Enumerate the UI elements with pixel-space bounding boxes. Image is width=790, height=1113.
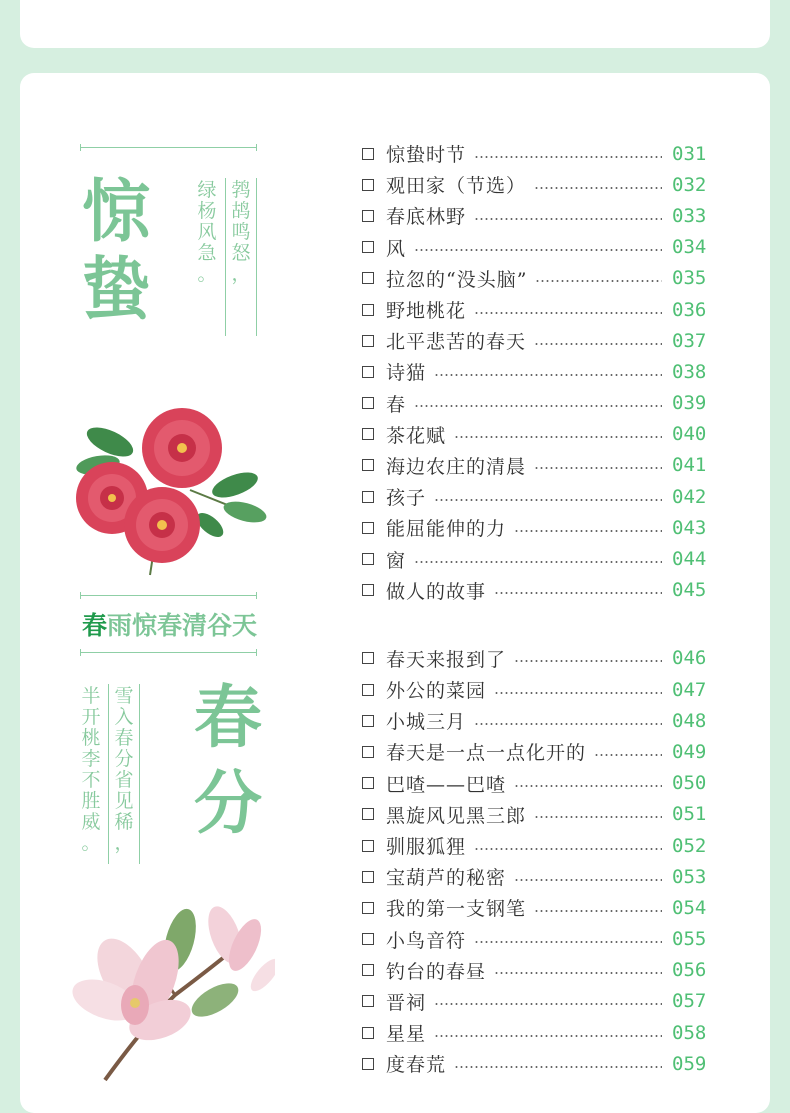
checkbox-icon[interactable]: [362, 210, 374, 222]
toc-item-title: 做人的故事: [386, 580, 487, 603]
toc-item-page: 058: [672, 1021, 707, 1044]
toc-item-title: 拉忽的“没头脑”: [386, 268, 528, 291]
checkbox-icon[interactable]: [362, 840, 374, 852]
toc-item-title: 春天是一点一点化开的: [386, 742, 587, 765]
toc-item-page: 041: [672, 454, 707, 477]
toc-item[interactable]: [362, 325, 712, 356]
toc-item-title: 春天来报到了: [386, 648, 507, 671]
toc-item[interactable]: [362, 356, 712, 387]
toc-item[interactable]: [362, 830, 712, 861]
leader-dots: [514, 879, 662, 881]
checkbox-icon[interactable]: [362, 964, 374, 976]
toc-item-page: 034: [672, 236, 707, 259]
term-char: 春: [193, 678, 262, 758]
magnolia-illustration: [65, 905, 275, 1085]
toc-item-title: 小鸟音符: [386, 929, 467, 952]
leader-dots: [474, 312, 662, 314]
checkbox-icon[interactable]: [362, 652, 374, 664]
toc-item[interactable]: [362, 643, 712, 674]
toc-item-page: 053: [672, 865, 707, 888]
toc-item-title: 春底林野: [386, 206, 467, 229]
toc-item-title: 风: [386, 237, 407, 260]
toc-item-title: 巴喳——巴喳: [386, 773, 507, 796]
toc-item-page: 032: [672, 173, 707, 196]
toc-item-page: 042: [672, 485, 707, 508]
leader-dots: [454, 1066, 662, 1068]
checkbox-icon[interactable]: [362, 777, 374, 789]
toc-item-page: 045: [672, 579, 707, 602]
leader-dots: [534, 910, 662, 912]
toc-item-title: 春: [386, 393, 407, 416]
toc-item[interactable]: [362, 736, 712, 767]
toc-item[interactable]: [362, 232, 712, 263]
leader-dots: [494, 692, 662, 694]
toc-item-title: 钓台的春昼: [386, 960, 487, 983]
toc-item-title: 外公的菜园: [386, 680, 487, 703]
toc-item-title: 我的第一支钢笔: [386, 898, 527, 921]
toc-item[interactable]: [362, 674, 712, 705]
checkbox-icon[interactable]: [362, 808, 374, 820]
toc-item-title: 宝葫芦的秘密: [386, 867, 507, 890]
toc-item-title: 晋祠: [386, 991, 427, 1014]
checkbox-icon[interactable]: [362, 1058, 374, 1070]
leader-dots: [474, 156, 662, 158]
leader-dots: [534, 343, 662, 345]
checkbox-icon[interactable]: [362, 366, 374, 378]
term-char: 惊: [81, 172, 150, 252]
toc-item-page: 038: [672, 360, 707, 383]
toc-item[interactable]: [362, 892, 712, 923]
checkbox-icon[interactable]: [362, 553, 374, 565]
toc-item[interactable]: [362, 169, 712, 200]
toc-item-page: 040: [672, 423, 707, 446]
toc-item-page: 051: [672, 803, 707, 826]
checkbox-icon[interactable]: [362, 179, 374, 191]
toc-item[interactable]: [362, 294, 712, 325]
poem-line-left: 绿 杨 风 急 。: [197, 179, 217, 285]
leader-dots: [414, 561, 662, 563]
checkbox-icon[interactable]: [362, 746, 374, 758]
toc-item[interactable]: [362, 138, 712, 169]
toc-item-title: 惊蛰时节: [386, 144, 467, 167]
toc-item-title: 驯服狐狸: [386, 836, 467, 859]
solar-term-chunfen: [188, 678, 268, 844]
toc-item[interactable]: [362, 768, 712, 799]
toc-item-title: 能屈能伸的力: [386, 518, 507, 541]
checkbox-icon[interactable]: [362, 428, 374, 440]
toc-item-page: 050: [672, 772, 707, 795]
toc-group-jingzhe: [362, 138, 712, 606]
leader-dots: [414, 249, 662, 251]
leader-dots: [514, 660, 662, 662]
leader-dots: [434, 1003, 662, 1005]
song-rest: 雨惊春清谷天: [107, 611, 258, 640]
toc-item-page: 057: [672, 990, 707, 1013]
toc-item-title: 诗猫: [386, 362, 427, 385]
toc-item-page: 054: [672, 896, 707, 919]
checkbox-icon[interactable]: [362, 584, 374, 596]
leader-dots: [534, 467, 662, 469]
leader-dots: [534, 816, 662, 818]
leader-dots: [434, 374, 662, 376]
toc-item[interactable]: [362, 955, 712, 986]
leader-dots: [474, 941, 662, 943]
toc-item-title: 北平悲苦的春天: [386, 331, 527, 354]
toc-item[interactable]: [362, 481, 712, 512]
toc-item-title: 孩子: [386, 487, 427, 510]
solar-term-jingzhe: [76, 172, 156, 330]
toc-item-title: 小城三月: [386, 711, 467, 734]
toc-item[interactable]: [362, 263, 712, 294]
toc-item-page: 047: [672, 678, 707, 701]
leader-dots: [474, 218, 662, 220]
toc-item-title: 窗: [386, 549, 407, 572]
leader-dots: [474, 848, 662, 850]
leader-dots: [414, 405, 662, 407]
toc-item[interactable]: [362, 861, 712, 892]
checkbox-icon[interactable]: [362, 491, 374, 503]
checkbox-icon[interactable]: [362, 902, 374, 914]
term-char: 分: [193, 764, 262, 844]
toc-item-title: 观田家（节选）: [386, 175, 527, 198]
checkbox-icon[interactable]: [362, 933, 374, 945]
checkbox-icon[interactable]: [362, 397, 374, 409]
toc-item-page: 049: [672, 740, 707, 763]
toc-item-title: 茶花赋: [386, 424, 447, 447]
leader-dots: [454, 436, 662, 438]
checkbox-icon[interactable]: [362, 459, 374, 471]
checkbox-icon[interactable]: [362, 684, 374, 696]
toc-item-title: 度春荒: [386, 1054, 447, 1077]
song-first-char: 春: [82, 611, 108, 640]
poem-line-right: 雪 入 春 分 省 见 稀 ，: [114, 685, 134, 854]
toc-item-page: 035: [672, 267, 707, 290]
toc-item-page: 055: [672, 928, 707, 951]
toc-item[interactable]: [362, 543, 712, 574]
toc-item[interactable]: [362, 512, 712, 543]
toc-item-page: 044: [672, 548, 707, 571]
camellia-illustration: [70, 400, 270, 580]
leader-dots: [514, 785, 662, 787]
toc-item-title: 黑旋风见黑三郎: [386, 804, 527, 827]
toc-group-chunfen: [362, 643, 712, 1080]
toc-item[interactable]: [362, 575, 712, 606]
leader-dots: [514, 530, 662, 532]
checkbox-icon[interactable]: [362, 715, 374, 727]
toc-item-title: 海边农庄的清晨: [386, 455, 527, 478]
toc-item[interactable]: [362, 1017, 712, 1048]
leader-dots: [474, 723, 662, 725]
toc-item[interactable]: [362, 388, 712, 419]
checkbox-icon[interactable]: [362, 241, 374, 253]
solar-terms-song: [82, 606, 257, 642]
leader-dots: [494, 592, 662, 594]
leader-dots: [594, 754, 662, 756]
leader-dots: [534, 187, 662, 189]
toc-item[interactable]: [362, 986, 712, 1017]
table-of-contents: [362, 138, 712, 1079]
toc-item-page: 043: [672, 516, 707, 539]
checkbox-icon[interactable]: [362, 871, 374, 883]
toc-item[interactable]: [362, 419, 712, 450]
toc-item-page: 039: [672, 392, 707, 415]
checkbox-icon[interactable]: [362, 272, 374, 284]
toc-item[interactable]: [362, 799, 712, 830]
poem-line-right: 鹁 鸪 鸣 怒 ，: [231, 179, 251, 285]
leader-dots: [494, 972, 662, 974]
leader-dots: [434, 1035, 662, 1037]
toc-item-page: 052: [672, 834, 707, 857]
checkbox-icon[interactable]: [362, 304, 374, 316]
checkbox-icon[interactable]: [362, 1027, 374, 1039]
toc-item[interactable]: [362, 705, 712, 736]
toc-item-page: 059: [672, 1052, 707, 1075]
checkbox-icon[interactable]: [362, 995, 374, 1007]
toc-item-page: 046: [672, 647, 707, 670]
leader-dots: [434, 499, 662, 501]
checkbox-icon[interactable]: [362, 335, 374, 347]
toc-item[interactable]: [362, 1048, 712, 1079]
toc-item[interactable]: [362, 924, 712, 955]
toc-item-page: 056: [672, 959, 707, 982]
frame-top-line: [80, 147, 256, 148]
toc-item-title: 野地桃花: [386, 300, 467, 323]
toc-item-page: 033: [672, 204, 707, 227]
checkbox-icon[interactable]: [362, 148, 374, 160]
term-char: 蛰: [81, 250, 150, 330]
toc-item[interactable]: [362, 450, 712, 481]
leader-dots: [535, 280, 662, 282]
toc-item-page: 036: [672, 298, 707, 321]
toc-item-page: 031: [672, 142, 707, 165]
checkbox-icon[interactable]: [362, 522, 374, 534]
toc-item[interactable]: [362, 200, 712, 231]
toc-item-page: 048: [672, 709, 707, 732]
toc-item-page: 037: [672, 329, 707, 352]
top-card: [20, 0, 770, 48]
toc-item-title: 星星: [386, 1023, 427, 1046]
poem-line-left: 半 开 桃 李 不 胜 威 。: [81, 685, 101, 854]
